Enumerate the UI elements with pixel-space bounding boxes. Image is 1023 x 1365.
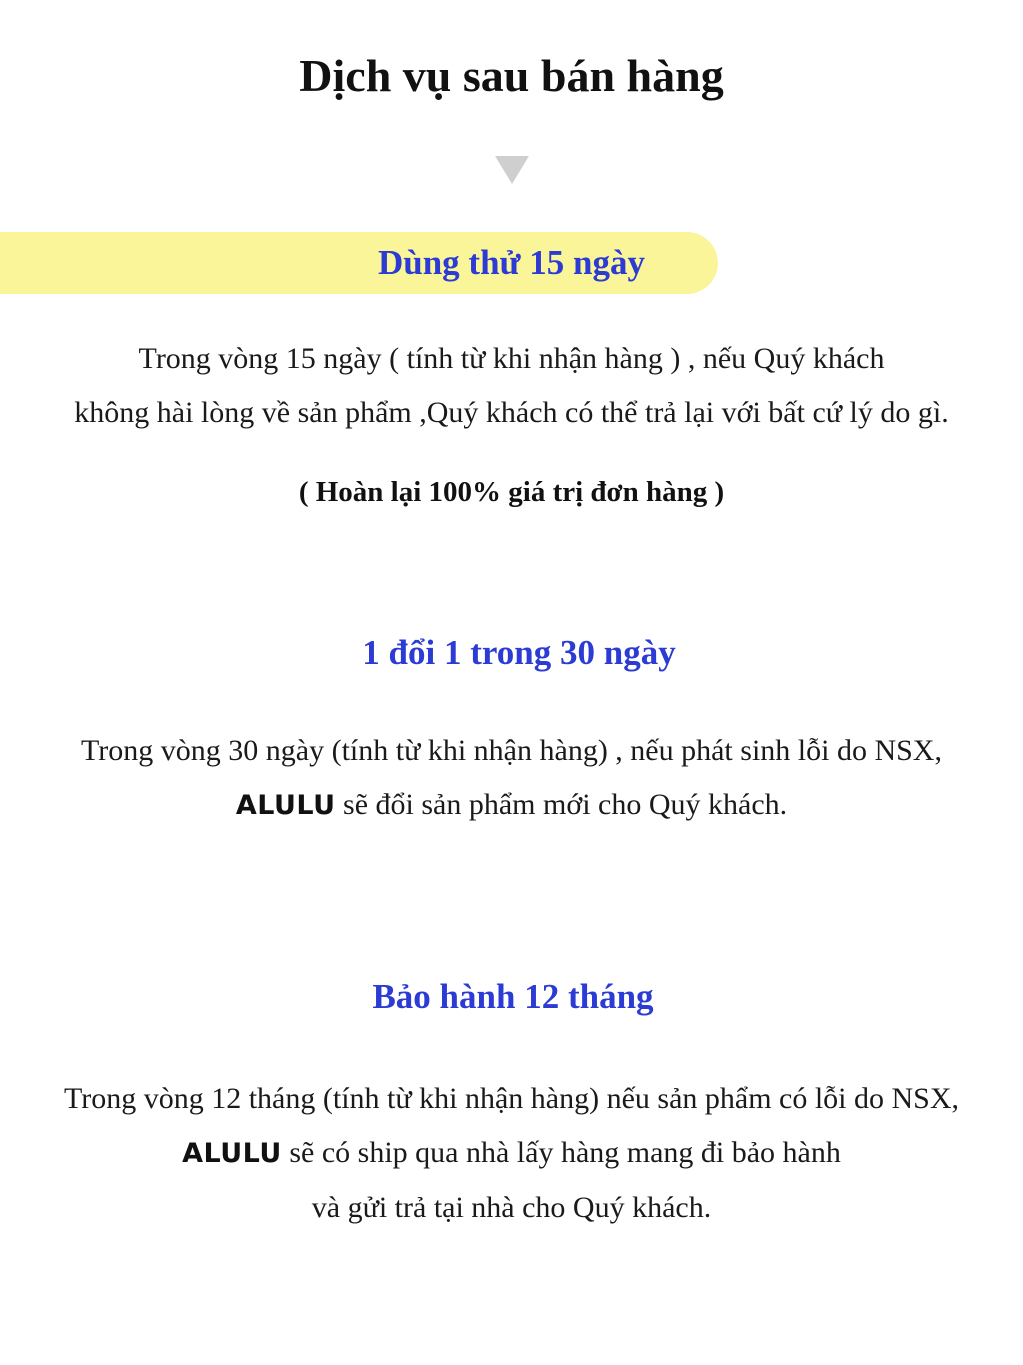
brand-name: ALULU bbox=[235, 790, 336, 821]
body-line: và gửi trả tại nhà cho Quý khách. bbox=[311, 1191, 712, 1224]
body-line bbox=[0, 778, 1023, 833]
body-line: Trong vòng 30 ngày (tính từ khi nhận hàng) , nếu phát sinh lỗi do NSX, bbox=[81, 734, 942, 767]
section-heading-trial: Dùng thử 15 ngày bbox=[377, 243, 646, 282]
body-line: không hài lòng về sản phẩm ,Quý khách có thể trả lại với bất cứ lý do gì. bbox=[74, 396, 949, 429]
triangle-down-icon bbox=[495, 156, 529, 184]
brand-name: ALULU bbox=[182, 1138, 282, 1169]
body-line bbox=[0, 1126, 1023, 1181]
body-text: sẽ có ship qua nhà lấy hàng mang đi bảo hành bbox=[281, 1136, 841, 1169]
page-title: Dịch vụ sau bán hàng bbox=[299, 50, 724, 101]
section-body-trial bbox=[0, 332, 1023, 440]
refund-note: ( Hoàn lại 100% giá trị đơn hàng ) bbox=[298, 476, 725, 508]
body-line: Trong vòng 15 ngày ( tính từ khi nhận hàng ) , nếu Quý khách bbox=[138, 342, 885, 375]
body-text: sẽ đổi sản phẩm mới cho Quý khách. bbox=[335, 788, 788, 821]
section-body-exchange bbox=[0, 724, 1023, 833]
section-heading-exchange: 1 đổi 1 trong 30 ngày bbox=[362, 633, 676, 672]
section-body-warranty bbox=[0, 1072, 1023, 1235]
section-heading-warranty: Bảo hành 12 tháng bbox=[372, 977, 654, 1016]
body-line: Trong vòng 12 tháng (tính từ khi nhận hàng) nếu sản phẩm có lỗi do NSX, bbox=[63, 1082, 960, 1115]
